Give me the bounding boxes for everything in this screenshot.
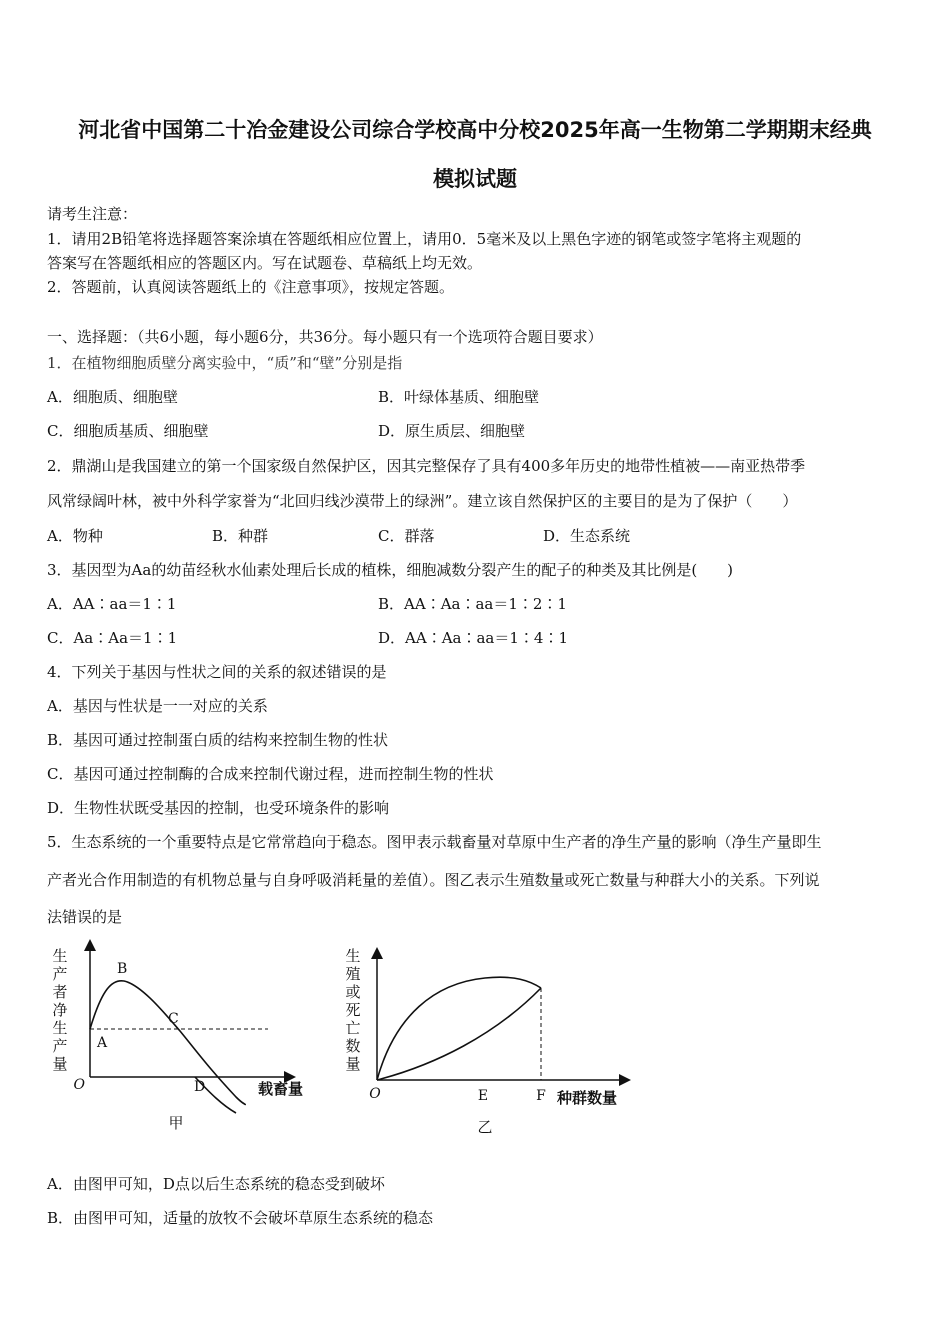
jia-ylabel <box>52 947 67 1073</box>
notice-item1-line1: 1．请用2B铅笔将选择题答案涂填在答题纸相应位置上，请用0．5毫米及以上黑色字迹的钢笔或签字笔将主观题的 <box>47 230 802 248</box>
q4-option-b: B．基因可通过控制蛋白质的结构来控制生物的性状 <box>47 731 389 749</box>
yi-point-f: F <box>536 1088 546 1104</box>
q4-option-c: C．基因可通过控制酶的合成来控制代谢过程，进而控制生物的性状 <box>47 765 494 783</box>
q2-option-a: A．物种 <box>47 527 103 545</box>
q5-stem-line3: 法错误的是 <box>47 908 123 926</box>
jia-origin-label: O <box>73 1077 85 1093</box>
q5-stem-line2: 产者光合作用制造的有机物总量与自身呼吸消耗量的差值）。图乙表示生殖数量或死亡数量与种群大小的关系。下列说 <box>47 871 820 889</box>
yi-ylabel <box>345 947 360 1073</box>
q1-option-d: D．原生质层、细胞壁 <box>378 422 526 440</box>
yi-caption: 乙 <box>477 1118 493 1136</box>
q1-option-c: C．细胞质基质、细胞壁 <box>47 422 209 440</box>
jia-ylabel-char: 产 <box>52 1037 68 1055</box>
yi-ylabel-char: 或 <box>345 983 361 1001</box>
jia-point-b: B <box>117 961 128 977</box>
jia-caption: 甲 <box>168 1114 184 1132</box>
q2-option-b: B．种群 <box>212 527 269 545</box>
notice-item1-line2: 答案写在答题纸相应的答题区内。写在试题卷、草稿纸上均无效。 <box>47 254 483 272</box>
notice-heading: 请考生注意： <box>47 205 138 223</box>
yi-birth-curve <box>377 977 541 1080</box>
q4-option-a: A．基因与性状是一一对应的关系 <box>47 697 268 715</box>
yi-ylabel-char: 量 <box>345 1055 361 1073</box>
jia-point-d: D <box>194 1079 206 1095</box>
yi-x-axis-label: 种群数量 <box>557 1089 618 1107</box>
q5-option-a: A．由图甲可知，D点以后生态系统的稳态受到破坏 <box>47 1175 385 1193</box>
jia-ylabel-char: 者 <box>52 983 68 1001</box>
yi-ylabel-char: 数 <box>345 1037 361 1055</box>
notice-item2: 2．答题前，认真阅读答题纸上的《注意事项》，按规定答题。 <box>47 278 455 296</box>
q1-stem: 1．在植物细胞质壁分离实验中，“质”和“壁”分别是指 <box>47 354 403 372</box>
q3-stem: 3．基因型为Aa的幼苗经秋水仙素处理后长成的植株，细胞减数分裂产生的配子的种类及其比例是( ) <box>47 561 734 579</box>
section-heading: 一、选择题：（共6小题，每小题6分，共36分。每小题只有一个选项符合题目要求） <box>47 328 603 346</box>
figure-jia <box>40 935 330 1140</box>
document-title-line1: 河北省中国第二十冶金建设公司综合学校高中分校2025年高一生物第二学期期末经典 <box>78 118 872 142</box>
q2-option-d: D．生态系统 <box>543 527 631 545</box>
jia-curve <box>90 981 245 1105</box>
q4-option-d: D．生物性状既受基因的控制，也受环境条件的影响 <box>47 799 390 817</box>
jia-ylabel-char: 净 <box>52 1001 68 1019</box>
yi-death-curve <box>377 988 541 1080</box>
q1-option-a: A．细胞质、细胞壁 <box>47 388 178 406</box>
jia-ylabel-char: 量 <box>52 1055 68 1073</box>
q2-stem-line2: 风常绿阔叶林，被中外科学家誉为“北回归线沙漠带上的绿洲”。建立该自然保护区的主要目的是为了保护（ ） <box>47 492 798 510</box>
document-title-line2: 模拟试题 <box>433 167 517 191</box>
q2-option-c: C．群落 <box>378 527 435 545</box>
yi-ylabel-char: 生 <box>345 947 361 965</box>
q3-option-d: D．AA∶Aa∶aa＝1∶4∶1 <box>378 629 568 647</box>
q3-option-c: C．Aa∶Aa＝1∶1 <box>47 629 178 647</box>
jia-point-a: A <box>97 1035 108 1051</box>
q2-stem-line1: 2．鼎湖山是我国建立的第一个国家级自然保护区，因其完整保存了具有400多年历史的地带性植被——南亚热带季 <box>47 457 806 475</box>
yi-point-e: E <box>477 1088 489 1104</box>
yi-ylabel-char: 死 <box>345 1001 361 1019</box>
figure-yi <box>335 935 640 1140</box>
jia-ylabel-char: 生 <box>52 1019 68 1037</box>
jia-x-axis-label: 载畜量 <box>258 1080 304 1098</box>
jia-point-c: C <box>168 1011 179 1027</box>
q3-option-b: B．AA∶Aa∶aa＝1∶2∶1 <box>378 595 567 613</box>
yi-origin-label: O <box>369 1086 381 1102</box>
q3-option-a: A．AA∶aa＝1∶1 <box>47 595 177 613</box>
yi-ylabel-char: 殖 <box>345 965 361 983</box>
q4-stem: 4．下列关于基因与性状之间的关系的叙述错误的是 <box>47 663 387 681</box>
q5-option-b: B．由图甲可知，适量的放牧不会破坏草原生态系统的稳态 <box>47 1209 434 1227</box>
q1-option-b: B．叶绿体基质、细胞壁 <box>378 388 540 406</box>
q5-stem-line1: 5．生态系统的一个重要特点是它常常趋向于稳态。图甲表示载畜量对草原中生产者的净生产量的影响（净生产量即生 <box>47 833 822 851</box>
jia-ylabel-char: 产 <box>52 965 68 983</box>
jia-ylabel-char: 生 <box>52 947 68 965</box>
yi-ylabel-char: 亡 <box>345 1019 361 1037</box>
